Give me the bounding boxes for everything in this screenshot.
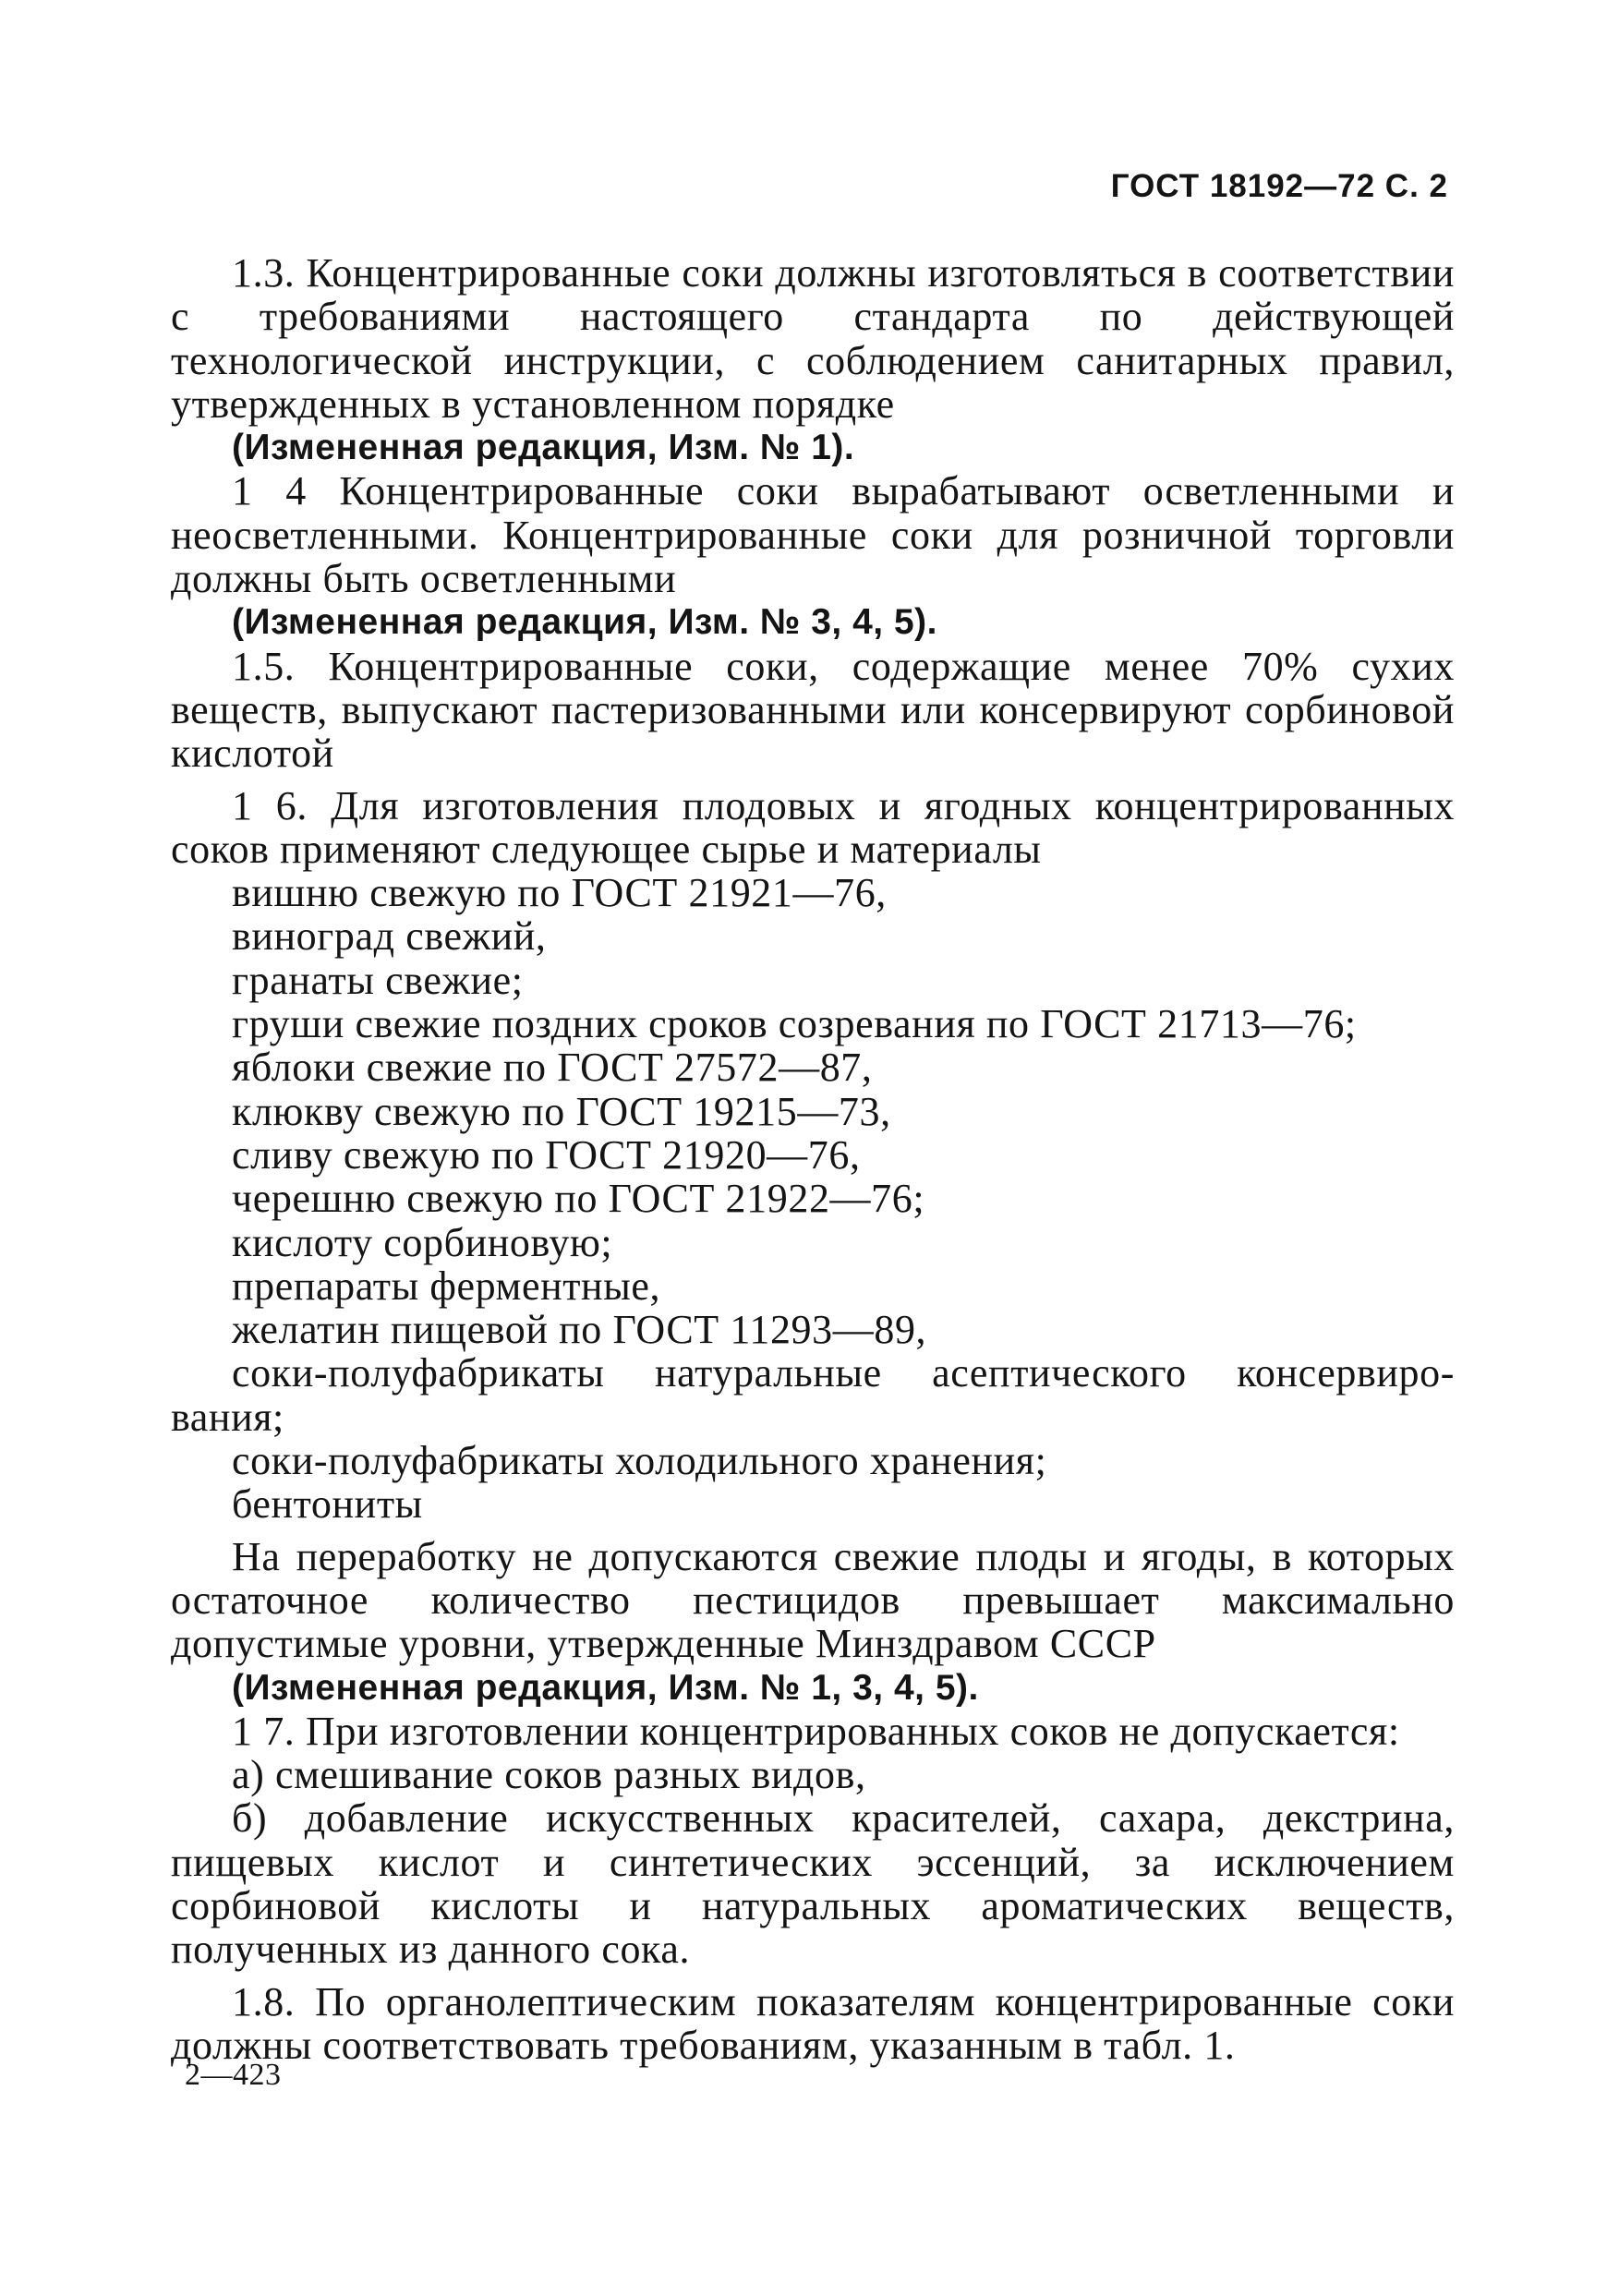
revision-note-1-6: (Измененная редакция, Изм. № 1, 3, 4, 5). (232, 1667, 979, 1708)
document-body (171, 251, 1455, 2067)
material-item-line: вания; (171, 1394, 284, 1440)
paragraph-1-8: 1.8. По органолептическим показателям концентрированные соки должны соответствовать требованиям, указанным в табл. 1. (171, 1978, 1455, 2068)
material-item: сливу свежую по ГОСТ 21920—76, (232, 1131, 861, 1178)
paragraph-1-7-b: б) добавление искусственных красителей, сахара, декстрина, пищевых кислот и синтетических эссенций, за исключением сорбиновой кислоты и натуральных ароматических веществ, полученных из данного сока. (171, 1795, 1455, 1973)
paragraph-1-5: 1.5. Концентрированные соки, содержащие менее 70% сухих веществ, выпускают пастеризованными или консервируют сорбиновой кислотой (171, 643, 1455, 777)
material-item: бентониты (232, 1481, 423, 1528)
material-item: яблоки свежие по ГОСТ 27572—87, (232, 1045, 873, 1091)
paragraph-1-4: 1 4 Концентрированные соки вырабатывают осветленными и неосветленными. Концентрированные соки для розничной торговли должны быть осветленными (171, 468, 1455, 602)
material-item: соки-полуфабрикаты холодильного хранения; (232, 1438, 1047, 1484)
material-item-line: соки-полуфабрикаты натуральные асептического консервиро- (232, 1350, 1455, 1396)
revision-note-1-4: (Измененная редакция, Изм. № 3, 4, 5). (232, 602, 937, 643)
material-item: желатин пищевой по ГОСТ 11293—89, (232, 1307, 927, 1353)
material-item (171, 1351, 1455, 1439)
page-footer-signature: 2—423 (185, 2058, 282, 2092)
material-item: вишню свежую по ГОСТ 21921—76, (232, 870, 887, 916)
paragraph-1-7: 1 7. При изготовлении концентрированных соков не допускается: (232, 1708, 1400, 1754)
material-item: черешню свежую по ГОСТ 21922—76; (232, 1176, 925, 1222)
revision-note-1-3: (Измененная редакция, Изм. № 1). (232, 428, 855, 468)
material-item: груши свежие поздних сроков созревания по ГОСТ 21713—76; (232, 1001, 1357, 1047)
material-item: препараты ферментные, (232, 1263, 661, 1309)
page-header: ГОСТ 18192—72 С. 2 (1110, 168, 1448, 204)
material-item: гранаты свежие; (232, 957, 524, 1003)
paragraph-pesticides: На переработку не допускаются свежие плоды и ягоды, в которых остаточное количество пестицидов превышает максимально допустимые уровни, утвержденные Минздравом СССР (171, 1533, 1455, 1667)
paragraph-1-6: 1 6. Для изготовления плодовых и ягодных концентрированных соков применяют следующее сырье и материалы (171, 782, 1455, 872)
material-item: кислоту сорбиновую; (232, 1219, 613, 1265)
paragraph-1-3: 1.3. Концентрированные соки должны изготовляться в соответствии с требованиями настоящего стандарта по действующей технологической инструкции, с соблюдением санитарных правил, утвержденных в установленном порядке (171, 250, 1455, 427)
paragraph-1-7-a: а) смешивание соков разных видов, (232, 1752, 866, 1798)
material-item: виноград свежий, (232, 913, 547, 960)
material-item: клюкву свежую по ГОСТ 19215—73, (232, 1088, 891, 1134)
